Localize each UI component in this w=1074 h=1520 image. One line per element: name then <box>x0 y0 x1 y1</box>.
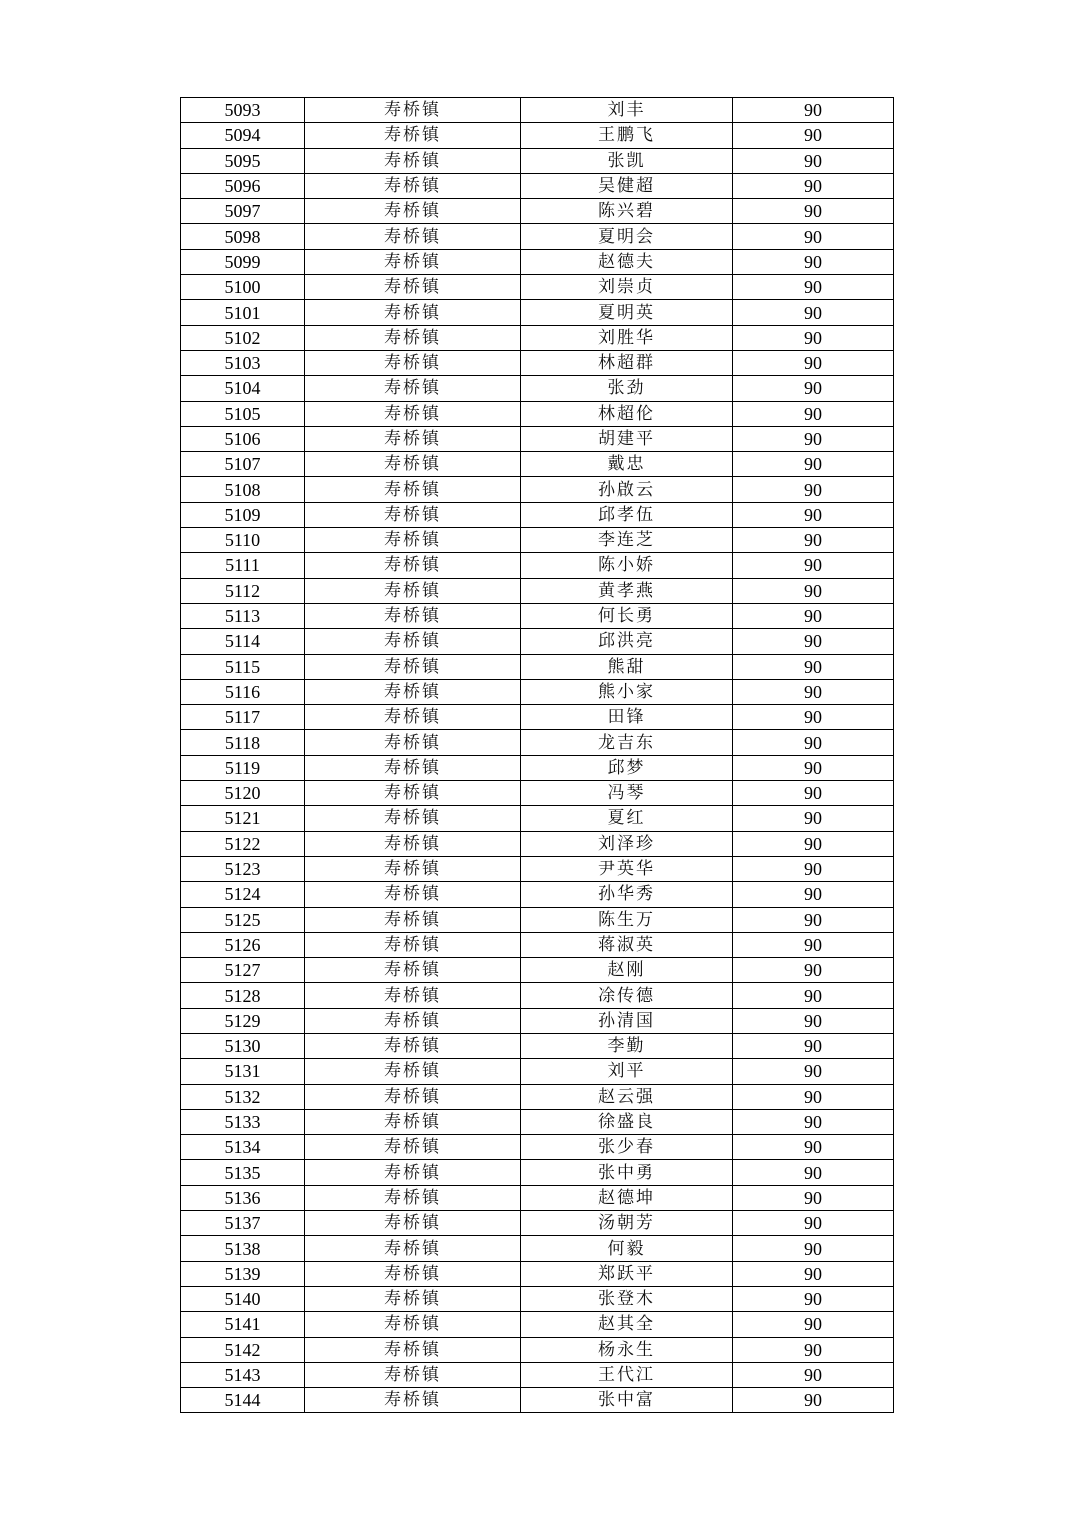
name-cell: 王代江 <box>521 1362 733 1387</box>
serial-number-cell: 5116 <box>181 679 305 704</box>
name-cell: 赵刚 <box>521 958 733 983</box>
town-cell: 寿桥镇 <box>305 654 521 679</box>
score-cell: 90 <box>733 477 894 502</box>
serial-number-cell: 5132 <box>181 1084 305 1109</box>
table-row <box>181 755 894 780</box>
table-row <box>181 781 894 806</box>
score-cell: 90 <box>733 629 894 654</box>
score-cell: 90 <box>733 426 894 451</box>
score-cell: 90 <box>733 958 894 983</box>
name-cell: 张劲 <box>521 376 733 401</box>
serial-number-cell: 5126 <box>181 932 305 957</box>
serial-number-cell: 5119 <box>181 755 305 780</box>
score-cell: 90 <box>733 1261 894 1286</box>
table-row <box>181 1160 894 1185</box>
town-cell: 寿桥镇 <box>305 1160 521 1185</box>
serial-number-cell: 5103 <box>181 350 305 375</box>
serial-number-cell: 5093 <box>181 98 305 123</box>
serial-number-cell: 5111 <box>181 553 305 578</box>
name-cell: 张少春 <box>521 1135 733 1160</box>
town-cell: 寿桥镇 <box>305 1033 521 1058</box>
town-cell: 寿桥镇 <box>305 528 521 553</box>
score-cell: 90 <box>733 1185 894 1210</box>
table-row <box>181 1135 894 1160</box>
roster-table-body <box>181 98 894 1413</box>
town-cell: 寿桥镇 <box>305 98 521 123</box>
town-cell: 寿桥镇 <box>305 983 521 1008</box>
name-cell: 凃传德 <box>521 983 733 1008</box>
table-row <box>181 173 894 198</box>
name-cell: 邱梦 <box>521 755 733 780</box>
table-row <box>181 1109 894 1134</box>
table-row <box>181 882 894 907</box>
table-row <box>181 376 894 401</box>
table-row <box>181 199 894 224</box>
name-cell: 夏明英 <box>521 300 733 325</box>
table-row <box>181 98 894 123</box>
serial-number-cell: 5099 <box>181 249 305 274</box>
name-cell: 张凯 <box>521 148 733 173</box>
town-cell: 寿桥镇 <box>305 1312 521 1337</box>
serial-number-cell: 5120 <box>181 781 305 806</box>
town-cell: 寿桥镇 <box>305 350 521 375</box>
serial-number-cell: 5098 <box>181 224 305 249</box>
score-cell: 90 <box>733 932 894 957</box>
score-cell: 90 <box>733 275 894 300</box>
table-row <box>181 1008 894 1033</box>
name-cell: 张中勇 <box>521 1160 733 1185</box>
serial-number-cell: 5127 <box>181 958 305 983</box>
name-cell: 刘平 <box>521 1059 733 1084</box>
name-cell: 汤朝芳 <box>521 1211 733 1236</box>
score-cell: 90 <box>733 882 894 907</box>
serial-number-cell: 5094 <box>181 123 305 148</box>
score-cell: 90 <box>733 603 894 628</box>
town-cell: 寿桥镇 <box>305 907 521 932</box>
name-cell: 胡建平 <box>521 426 733 451</box>
name-cell: 陈生万 <box>521 907 733 932</box>
name-cell: 徐盛良 <box>521 1109 733 1134</box>
serial-number-cell: 5110 <box>181 528 305 553</box>
score-cell: 90 <box>733 1084 894 1109</box>
serial-number-cell: 5133 <box>181 1109 305 1134</box>
name-cell: 尹英华 <box>521 856 733 881</box>
serial-number-cell: 5144 <box>181 1388 305 1413</box>
town-cell: 寿桥镇 <box>305 376 521 401</box>
table-row <box>181 249 894 274</box>
serial-number-cell: 5106 <box>181 426 305 451</box>
name-cell: 刘丰 <box>521 98 733 123</box>
town-cell: 寿桥镇 <box>305 452 521 477</box>
name-cell: 孙啟云 <box>521 477 733 502</box>
table-row <box>181 806 894 831</box>
serial-number-cell: 5139 <box>181 1261 305 1286</box>
score-cell: 90 <box>733 1033 894 1058</box>
name-cell: 冯琴 <box>521 781 733 806</box>
serial-number-cell: 5121 <box>181 806 305 831</box>
name-cell: 刘崇贞 <box>521 275 733 300</box>
name-cell: 龙吉东 <box>521 730 733 755</box>
score-cell: 90 <box>733 1388 894 1413</box>
score-cell: 90 <box>733 376 894 401</box>
town-cell: 寿桥镇 <box>305 856 521 881</box>
table-row <box>181 1337 894 1362</box>
serial-number-cell: 5129 <box>181 1008 305 1033</box>
serial-number-cell: 5114 <box>181 629 305 654</box>
name-cell: 邱孝伍 <box>521 502 733 527</box>
name-cell: 杨永生 <box>521 1337 733 1362</box>
serial-number-cell: 5122 <box>181 831 305 856</box>
table-row <box>181 1312 894 1337</box>
town-cell: 寿桥镇 <box>305 705 521 730</box>
table-row <box>181 679 894 704</box>
score-cell: 90 <box>733 654 894 679</box>
town-cell: 寿桥镇 <box>305 730 521 755</box>
serial-number-cell: 5141 <box>181 1312 305 1337</box>
town-cell: 寿桥镇 <box>305 1286 521 1311</box>
score-cell: 90 <box>733 1135 894 1160</box>
score-cell: 90 <box>733 1059 894 1084</box>
table-row <box>181 603 894 628</box>
town-cell: 寿桥镇 <box>305 553 521 578</box>
serial-number-cell: 5105 <box>181 401 305 426</box>
table-row <box>181 1185 894 1210</box>
serial-number-cell: 5104 <box>181 376 305 401</box>
table-row <box>181 528 894 553</box>
name-cell: 林超伦 <box>521 401 733 426</box>
town-cell: 寿桥镇 <box>305 1059 521 1084</box>
score-cell: 90 <box>733 1286 894 1311</box>
town-cell: 寿桥镇 <box>305 477 521 502</box>
name-cell: 赵德坤 <box>521 1185 733 1210</box>
town-cell: 寿桥镇 <box>305 806 521 831</box>
town-cell: 寿桥镇 <box>305 148 521 173</box>
serial-number-cell: 5137 <box>181 1211 305 1236</box>
score-cell: 90 <box>733 781 894 806</box>
score-cell: 90 <box>733 98 894 123</box>
table-row <box>181 325 894 350</box>
name-cell: 熊甜 <box>521 654 733 679</box>
score-cell: 90 <box>733 1236 894 1261</box>
score-cell: 90 <box>733 123 894 148</box>
town-cell: 寿桥镇 <box>305 224 521 249</box>
town-cell: 寿桥镇 <box>305 629 521 654</box>
town-cell: 寿桥镇 <box>305 603 521 628</box>
name-cell: 夏红 <box>521 806 733 831</box>
serial-number-cell: 5112 <box>181 578 305 603</box>
score-cell: 90 <box>733 300 894 325</box>
serial-number-cell: 5140 <box>181 1286 305 1311</box>
table-row <box>181 300 894 325</box>
table-row <box>181 1033 894 1058</box>
score-cell: 90 <box>733 983 894 1008</box>
town-cell: 寿桥镇 <box>305 831 521 856</box>
name-cell: 李连芝 <box>521 528 733 553</box>
table-row <box>181 553 894 578</box>
name-cell: 陈小娇 <box>521 553 733 578</box>
name-cell: 林超群 <box>521 350 733 375</box>
table-row <box>181 705 894 730</box>
table-row <box>181 1059 894 1084</box>
serial-number-cell: 5138 <box>181 1236 305 1261</box>
serial-number-cell: 5108 <box>181 477 305 502</box>
table-row <box>181 452 894 477</box>
name-cell: 何毅 <box>521 1236 733 1261</box>
serial-number-cell: 5097 <box>181 199 305 224</box>
serial-number-cell: 5096 <box>181 173 305 198</box>
town-cell: 寿桥镇 <box>305 958 521 983</box>
serial-number-cell: 5136 <box>181 1185 305 1210</box>
table-row <box>181 1286 894 1311</box>
serial-number-cell: 5143 <box>181 1362 305 1387</box>
name-cell: 戴忠 <box>521 452 733 477</box>
name-cell: 赵云强 <box>521 1084 733 1109</box>
table-row <box>181 502 894 527</box>
town-cell: 寿桥镇 <box>305 1109 521 1134</box>
town-cell: 寿桥镇 <box>305 1362 521 1387</box>
serial-number-cell: 5131 <box>181 1059 305 1084</box>
table-row <box>181 831 894 856</box>
table-row <box>181 856 894 881</box>
table-row <box>181 123 894 148</box>
town-cell: 寿桥镇 <box>305 1236 521 1261</box>
serial-number-cell: 5130 <box>181 1033 305 1058</box>
name-cell: 孙清国 <box>521 1008 733 1033</box>
town-cell: 寿桥镇 <box>305 932 521 957</box>
score-cell: 90 <box>733 1211 894 1236</box>
table-row <box>181 907 894 932</box>
table-row <box>181 401 894 426</box>
serial-number-cell: 5123 <box>181 856 305 881</box>
score-cell: 90 <box>733 224 894 249</box>
table-row <box>181 1211 894 1236</box>
score-cell: 90 <box>733 350 894 375</box>
table-row <box>181 730 894 755</box>
name-cell: 刘胜华 <box>521 325 733 350</box>
score-cell: 90 <box>733 199 894 224</box>
score-cell: 90 <box>733 1337 894 1362</box>
score-cell: 90 <box>733 1109 894 1134</box>
name-cell: 熊小家 <box>521 679 733 704</box>
table-row <box>181 983 894 1008</box>
name-cell: 孙华秀 <box>521 882 733 907</box>
name-cell: 郑跃平 <box>521 1261 733 1286</box>
town-cell: 寿桥镇 <box>305 1337 521 1362</box>
name-cell: 邱洪亮 <box>521 629 733 654</box>
score-cell: 90 <box>733 249 894 274</box>
town-cell: 寿桥镇 <box>305 1185 521 1210</box>
score-cell: 90 <box>733 831 894 856</box>
table-row <box>181 1236 894 1261</box>
name-cell: 刘泽珍 <box>521 831 733 856</box>
name-cell: 张中富 <box>521 1388 733 1413</box>
serial-number-cell: 5101 <box>181 300 305 325</box>
name-cell: 赵德夫 <box>521 249 733 274</box>
town-cell: 寿桥镇 <box>305 1261 521 1286</box>
table-row <box>181 1388 894 1413</box>
name-cell: 陈兴碧 <box>521 199 733 224</box>
name-cell: 吴健超 <box>521 173 733 198</box>
serial-number-cell: 5113 <box>181 603 305 628</box>
table-row <box>181 148 894 173</box>
score-cell: 90 <box>733 1160 894 1185</box>
score-cell: 90 <box>733 856 894 881</box>
serial-number-cell: 5107 <box>181 452 305 477</box>
name-cell: 何长勇 <box>521 603 733 628</box>
table-row <box>181 426 894 451</box>
serial-number-cell: 5115 <box>181 654 305 679</box>
name-cell: 夏明会 <box>521 224 733 249</box>
score-cell: 90 <box>733 755 894 780</box>
name-cell: 王鹏飞 <box>521 123 733 148</box>
town-cell: 寿桥镇 <box>305 123 521 148</box>
town-cell: 寿桥镇 <box>305 426 521 451</box>
score-cell: 90 <box>733 553 894 578</box>
town-cell: 寿桥镇 <box>305 249 521 274</box>
score-cell: 90 <box>733 528 894 553</box>
name-cell: 张登木 <box>521 1286 733 1311</box>
table-row <box>181 1084 894 1109</box>
town-cell: 寿桥镇 <box>305 1084 521 1109</box>
name-cell: 蒋淑英 <box>521 932 733 957</box>
town-cell: 寿桥镇 <box>305 199 521 224</box>
score-cell: 90 <box>733 806 894 831</box>
town-cell: 寿桥镇 <box>305 502 521 527</box>
table-row <box>181 958 894 983</box>
town-cell: 寿桥镇 <box>305 781 521 806</box>
score-cell: 90 <box>733 705 894 730</box>
score-cell: 90 <box>733 502 894 527</box>
town-cell: 寿桥镇 <box>305 1211 521 1236</box>
score-cell: 90 <box>733 730 894 755</box>
serial-number-cell: 5100 <box>181 275 305 300</box>
town-cell: 寿桥镇 <box>305 1135 521 1160</box>
score-cell: 90 <box>733 401 894 426</box>
town-cell: 寿桥镇 <box>305 275 521 300</box>
score-cell: 90 <box>733 907 894 932</box>
score-cell: 90 <box>733 679 894 704</box>
town-cell: 寿桥镇 <box>305 1008 521 1033</box>
name-cell: 黄孝燕 <box>521 578 733 603</box>
score-cell: 90 <box>733 173 894 198</box>
serial-number-cell: 5109 <box>181 502 305 527</box>
town-cell: 寿桥镇 <box>305 578 521 603</box>
score-cell: 90 <box>733 578 894 603</box>
town-cell: 寿桥镇 <box>305 300 521 325</box>
serial-number-cell: 5134 <box>181 1135 305 1160</box>
town-cell: 寿桥镇 <box>305 401 521 426</box>
roster-table <box>180 97 894 1413</box>
serial-number-cell: 5125 <box>181 907 305 932</box>
serial-number-cell: 5117 <box>181 705 305 730</box>
score-cell: 90 <box>733 148 894 173</box>
score-cell: 90 <box>733 1362 894 1387</box>
name-cell: 赵其全 <box>521 1312 733 1337</box>
table-row <box>181 350 894 375</box>
table-row <box>181 1261 894 1286</box>
score-cell: 90 <box>733 1008 894 1033</box>
town-cell: 寿桥镇 <box>305 173 521 198</box>
table-row <box>181 629 894 654</box>
town-cell: 寿桥镇 <box>305 882 521 907</box>
serial-number-cell: 5102 <box>181 325 305 350</box>
serial-number-cell: 5142 <box>181 1337 305 1362</box>
name-cell: 李勤 <box>521 1033 733 1058</box>
table-row <box>181 654 894 679</box>
score-cell: 90 <box>733 325 894 350</box>
score-cell: 90 <box>733 452 894 477</box>
name-cell: 田锋 <box>521 705 733 730</box>
town-cell: 寿桥镇 <box>305 325 521 350</box>
table-row <box>181 477 894 502</box>
town-cell: 寿桥镇 <box>305 679 521 704</box>
serial-number-cell: 5124 <box>181 882 305 907</box>
serial-number-cell: 5128 <box>181 983 305 1008</box>
serial-number-cell: 5095 <box>181 148 305 173</box>
score-cell: 90 <box>733 1312 894 1337</box>
table-row <box>181 578 894 603</box>
table-row <box>181 932 894 957</box>
serial-number-cell: 5118 <box>181 730 305 755</box>
table-row <box>181 275 894 300</box>
serial-number-cell: 5135 <box>181 1160 305 1185</box>
table-row <box>181 1362 894 1387</box>
town-cell: 寿桥镇 <box>305 755 521 780</box>
town-cell: 寿桥镇 <box>305 1388 521 1413</box>
table-row <box>181 224 894 249</box>
